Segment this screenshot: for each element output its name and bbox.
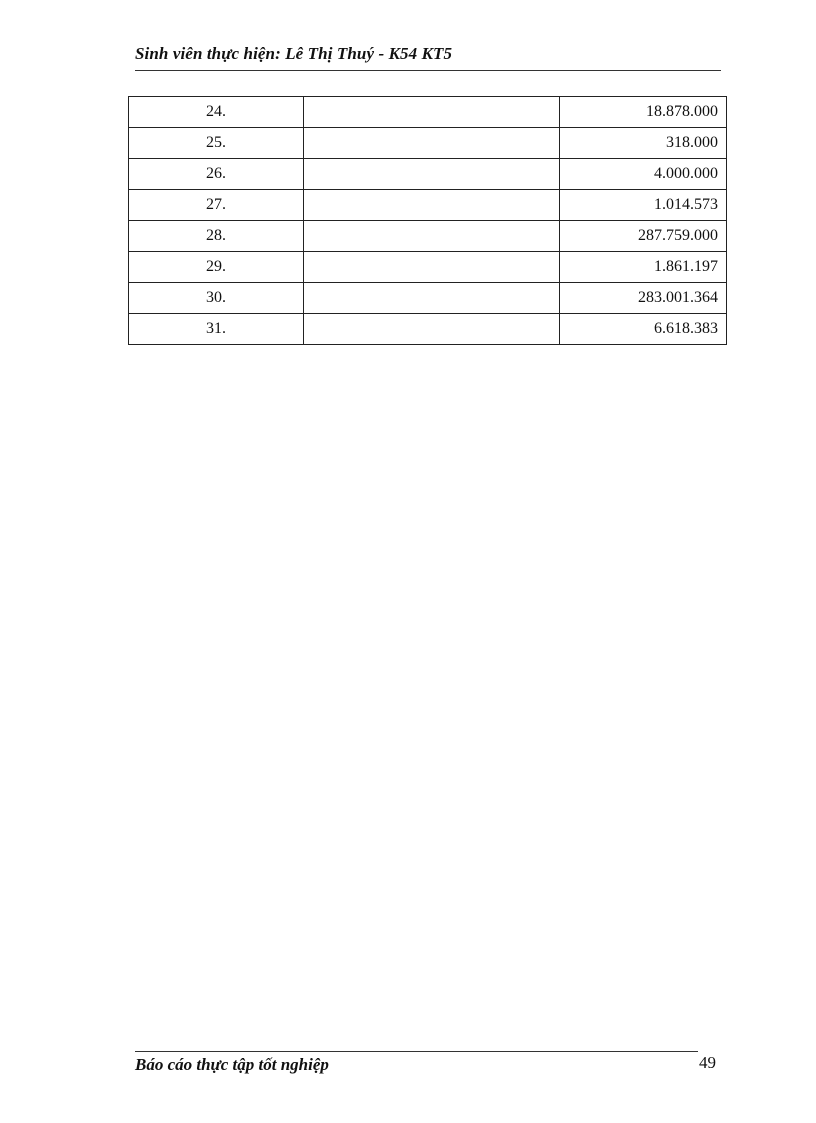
row-number: 28.	[129, 221, 304, 252]
table-row	[129, 128, 727, 159]
row-number: 24.	[129, 97, 304, 128]
table-row	[129, 283, 727, 314]
header-divider	[135, 70, 721, 71]
table-row	[129, 190, 727, 221]
row-name	[304, 252, 560, 283]
row-name	[304, 159, 560, 190]
row-name	[304, 190, 560, 221]
table-row	[129, 97, 727, 128]
row-name	[304, 128, 560, 159]
row-name	[304, 221, 560, 252]
amount-table	[128, 96, 727, 345]
row-amount: 6.618.383	[560, 314, 727, 345]
row-number: 27.	[129, 190, 304, 221]
page-footer-title: Báo cáo thực tập tốt nghiệp	[135, 1055, 329, 1074]
row-number: 31.	[129, 314, 304, 345]
row-number: 25.	[129, 128, 304, 159]
table-row	[129, 221, 727, 252]
footer-divider	[135, 1051, 698, 1052]
row-amount: 18.878.000	[560, 97, 727, 128]
row-amount: 283.001.364	[560, 283, 727, 314]
table-row	[129, 314, 727, 345]
table-row	[129, 252, 727, 283]
table-row	[129, 159, 727, 190]
page-header-title: Sinh viên thực hiện: Lê Thị Thuý - K54 KT5	[135, 44, 453, 63]
row-amount: 318.000	[560, 128, 727, 159]
row-amount: 1.861.197	[560, 252, 727, 283]
row-amount: 1.014.573	[560, 190, 727, 221]
row-name	[304, 283, 560, 314]
row-name	[304, 97, 560, 128]
row-amount: 287.759.000	[560, 221, 727, 252]
page-number: 49	[699, 1053, 716, 1072]
row-number: 30.	[129, 283, 304, 314]
row-number: 26.	[129, 159, 304, 190]
row-number: 29.	[129, 252, 304, 283]
row-amount: 4.000.000	[560, 159, 727, 190]
row-name	[304, 314, 560, 345]
